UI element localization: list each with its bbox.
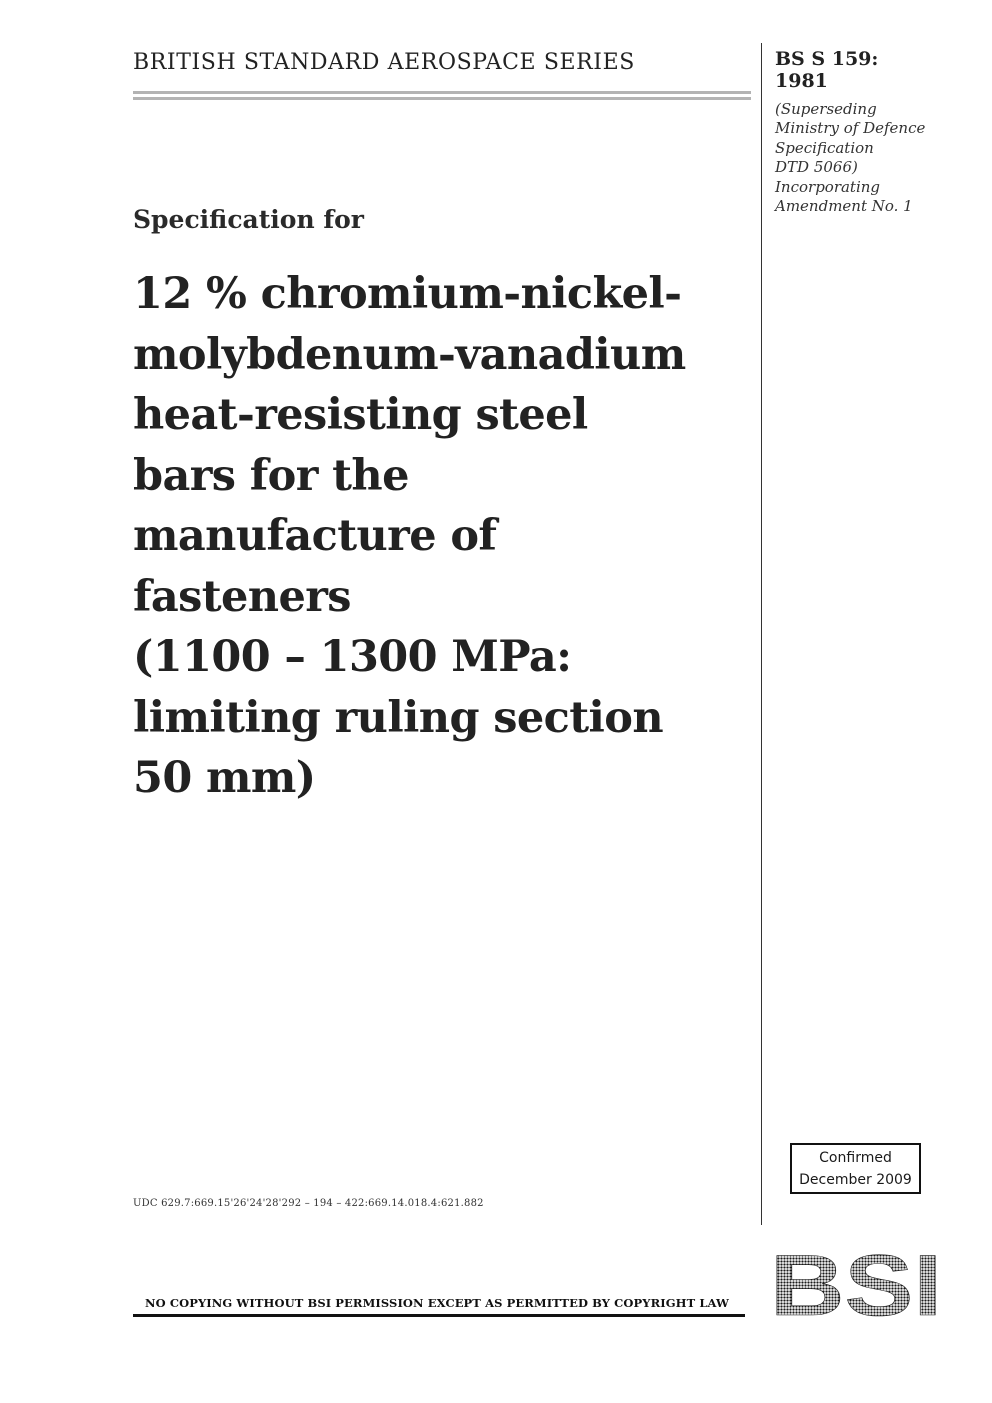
title-line: manufacture of xyxy=(133,511,497,561)
column-divider xyxy=(761,43,762,1225)
specification-for-label: Specification for xyxy=(133,205,364,234)
title-line: 12 % chromium-nickel- xyxy=(133,269,682,319)
copyright-notice: NO COPYING WITHOUT BSI PERMISSION EXCEPT AS PERMITTED BY COPYRIGHT LAW xyxy=(145,1296,730,1310)
note-line: Ministry of Defence xyxy=(775,119,926,138)
series-title: BRITISH STANDARD AEROSPACE SERIES xyxy=(133,50,635,75)
title-line: limiting ruling section xyxy=(133,692,663,743)
supersession-note xyxy=(775,100,925,216)
header-rule-top xyxy=(133,91,751,94)
note-line: Incorporating xyxy=(775,177,881,196)
confirmed-label: Confirmed xyxy=(819,1150,892,1166)
udc-classification: UDC 629.7:669.15'26'24'28'292 – 194 – 422:669.14.018.4:621.882 xyxy=(133,1198,484,1209)
standard-year: 1981 xyxy=(775,70,828,92)
confirmed-date: December 2009 xyxy=(799,1172,912,1188)
confirmed-stamp xyxy=(790,1143,921,1194)
standard-number-block xyxy=(775,48,878,92)
note-line: Specification xyxy=(775,138,874,157)
title-line: (1100 – 1300 MPa: xyxy=(133,632,572,682)
document-title xyxy=(133,264,686,809)
title-line: heat-resisting steel xyxy=(133,390,588,440)
title-line: fasteners xyxy=(133,571,351,622)
svg-text:BSI: BSI xyxy=(770,1245,942,1321)
note-line: Amendment No. 1 xyxy=(775,197,913,216)
note-line: DTD 5066) xyxy=(775,158,858,177)
note-line: (Superseding xyxy=(775,100,877,118)
footer-rule xyxy=(133,1314,745,1317)
header-rule-bottom xyxy=(133,97,751,100)
bsi-logo-icon xyxy=(768,1245,944,1321)
standard-number: BS S 159: xyxy=(775,48,879,70)
title-line: molybdenum-vanadium xyxy=(133,329,686,380)
title-line: bars for the xyxy=(133,450,409,501)
title-line: 50 mm) xyxy=(133,753,316,803)
